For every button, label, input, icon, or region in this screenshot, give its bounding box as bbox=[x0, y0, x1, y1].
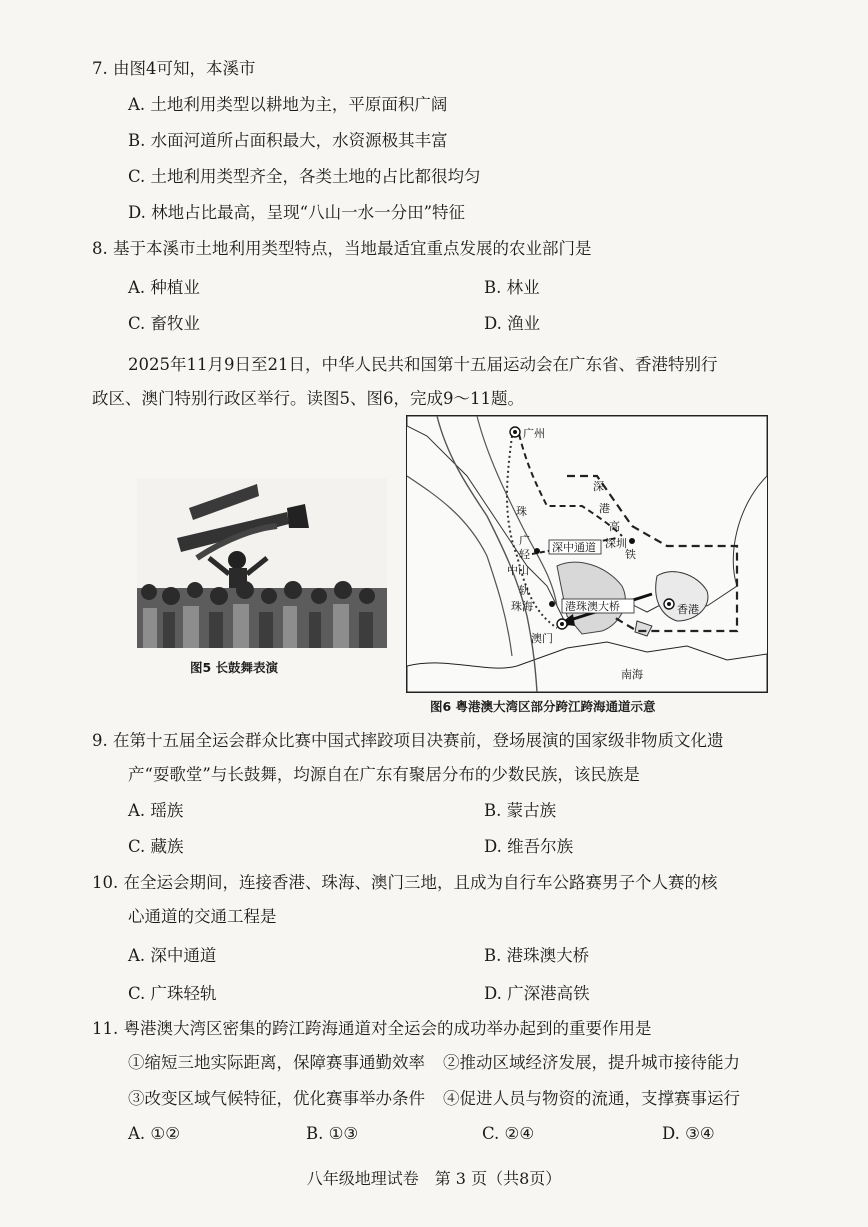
q8-option-a: A. 种植业 bbox=[128, 278, 200, 297]
map-label-gzab: 港珠澳大桥 bbox=[565, 600, 620, 613]
map-label-shenzhong: 深中通道 bbox=[552, 541, 596, 554]
q9-stem-1: 9. 在第十五届全运会群众比赛中国式摔跤项目决赛前，登场展演的国家级非物质文化遗 bbox=[92, 731, 724, 750]
q10-stem-2: 心通道的交通工程是 bbox=[128, 907, 277, 926]
figure-6-map bbox=[406, 415, 768, 693]
q8-option-b: B. 林业 bbox=[484, 278, 540, 297]
map-label-shen: 深 bbox=[593, 480, 604, 493]
q11-statement-3: ③改变区域气候特征，优化赛事举办条件 bbox=[128, 1089, 425, 1108]
q7-stem: 7. 由图4可知，本溪市 bbox=[92, 59, 256, 78]
map-label-gang: 港 bbox=[599, 502, 610, 515]
q10-option-a: A. 深中通道 bbox=[128, 946, 217, 965]
page-footer: 八年级地理试卷 第 3 页（共8页） bbox=[306, 1169, 562, 1188]
q9-option-c: C. 藏族 bbox=[128, 837, 184, 856]
q11-stem: 11. 粤港澳大湾区密集的跨江跨海通道对全运会的成功举办起到的重要作用是 bbox=[92, 1019, 652, 1038]
q11-statement-4: ④促进人员与物资的流通，支撑赛事运行 bbox=[443, 1089, 740, 1108]
q10-option-c: C. 广珠轻轨 bbox=[128, 984, 217, 1003]
q11-option-b: B. ①③ bbox=[306, 1124, 359, 1143]
q10-option-b: B. 港珠澳大桥 bbox=[484, 946, 590, 965]
q10-stem-1: 10. 在全运会期间，连接香港、珠海、澳门三地，且成为自行车公路赛男子个人赛的核 bbox=[92, 873, 718, 892]
q7-option-a: A. 土地利用类型以耕地为主，平原面积广阔 bbox=[128, 95, 448, 114]
map-label-macau: 澳门 bbox=[531, 632, 553, 645]
q8-option-d: D. 渔业 bbox=[484, 314, 541, 333]
q11-statement-2: ②推动区域经济发展，提升城市接待能力 bbox=[443, 1053, 740, 1072]
map-label-gui: 轨 bbox=[519, 584, 530, 597]
q7-option-c: C. 土地利用类型齐全，各类土地的占比都很均匀 bbox=[128, 167, 481, 186]
map-label-zhu: 珠 bbox=[516, 505, 527, 518]
figure-6-caption: 图6 粤港澳大湾区部分跨江跨海通道示意 bbox=[430, 699, 656, 714]
map-label-guangzhou: 广州 bbox=[523, 427, 545, 440]
map-label-guang: 广 bbox=[519, 534, 530, 547]
map-label-zhongshan: 中山 bbox=[507, 564, 529, 577]
map-label-nanhai: 南海 bbox=[621, 668, 643, 681]
q9-option-d: D. 维吾尔族 bbox=[484, 837, 574, 856]
q7-option-d: D. 林地占比最高，呈现“八山一水一分田”特征 bbox=[128, 203, 466, 222]
map-label-zhuhai: 珠海 bbox=[511, 600, 533, 613]
q7-option-b: B. 水面河道所占面积最大，水资源极其丰富 bbox=[128, 131, 448, 150]
q8-stem: 8. 基于本溪市土地利用类型特点，当地最适宜重点发展的农业部门是 bbox=[92, 239, 592, 258]
q11-option-a: A. ①② bbox=[128, 1124, 180, 1143]
q8-option-c: C. 畜牧业 bbox=[128, 314, 201, 333]
q11-option-c: C. ②④ bbox=[482, 1124, 535, 1143]
intro-line-1: 2025年11月9日至21日，中华人民共和国第十五届运动会在广东省、香港特别行 bbox=[128, 355, 718, 374]
map-label-gao: 高 bbox=[609, 520, 620, 533]
q11-option-d: D. ③④ bbox=[662, 1124, 715, 1143]
intro-line-2: 政区、澳门特别行政区举行。读图5、图6，完成9～11题。 bbox=[92, 389, 524, 408]
q11-statement-1: ①缩短三地实际距离，保障赛事通勤效率 bbox=[128, 1053, 425, 1072]
map-label-hongkong: 香港 bbox=[677, 603, 699, 616]
q9-option-a: A. 瑶族 bbox=[128, 801, 184, 820]
map-label-shenzhen: 深圳 bbox=[605, 537, 627, 550]
figure-5-caption: 图5 长鼓舞表演 bbox=[190, 660, 279, 675]
q9-option-b: B. 蒙古族 bbox=[484, 801, 557, 820]
q9-stem-2: 产“耍歌堂”与长鼓舞，均源自在广东有聚居分布的少数民族，该民族是 bbox=[128, 765, 640, 784]
map-label-tie: 铁 bbox=[625, 548, 636, 561]
q10-option-d: D. 广深港高铁 bbox=[484, 984, 590, 1003]
map-label-qing: 轻 bbox=[519, 548, 530, 561]
figure-5-photo bbox=[137, 478, 387, 648]
